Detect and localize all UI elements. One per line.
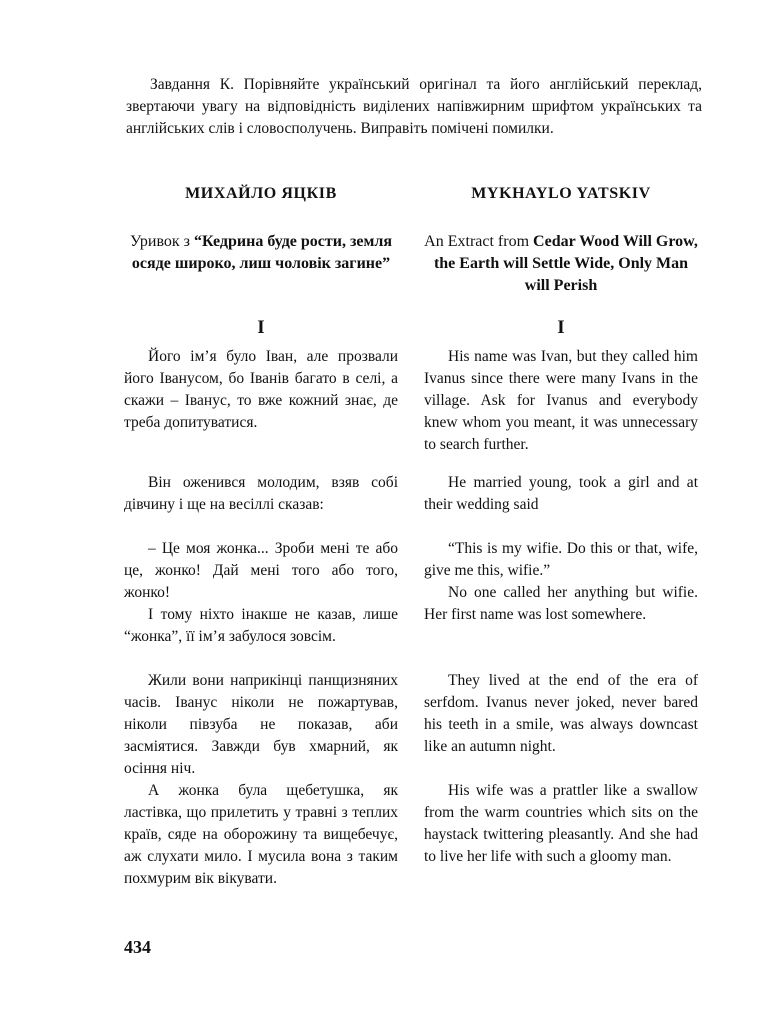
- title-bold: Cedar Wood Will Grow, the Earth will Settle Wide, Only Man will Perish: [433, 233, 698, 294]
- author-english: MYKHAYLO YATSKIV: [471, 185, 651, 202]
- paragraph-ukrainian-1: Його ім’я було Іван, але прозвали його Іванусом, бо Іванів багато в селі, а скажи – Іванус, то вже кожний знає, де треба допитуватися.: [124, 348, 398, 431]
- paragraph-english-6: His wife was a prattler like a swallow from the warm countries which sits on the haystack twittering pleasantly. And she had to live her life with such a gloomy man.: [424, 782, 698, 865]
- excerpt-title-english: [424, 231, 698, 297]
- paragraph-ukrainian-2: Він оженився молодим, взяв собі дівчину і ще на весіллі сказав:: [124, 474, 398, 513]
- paragraph-english-5: They lived at the end of the era of serfdom. Ivanus never joked, never bared his teeth in a smile, was always downcast like an autumn night.: [424, 672, 698, 755]
- title-prefix: An Extract from: [424, 233, 534, 250]
- paragraph-ukrainian-5: Жили вони наприкінці панщизняних часів. Іванус ніколи не пожартував, ніколи півзуба не показав, аби засміятися. Завжди був хмарний, як осіння ніч.: [124, 672, 398, 777]
- section-number: I: [257, 317, 265, 338]
- paragraph-english-4: No one called her anything but wifie. Her first name was lost somewhere.: [424, 584, 698, 623]
- paragraph-ukrainian-3: – Це моя жонка... Зроби мені те або це, жонко! Дай мені того або того, жонко!: [124, 540, 398, 601]
- paragraph-english-1: His name was Ivan, but they called him Ivanus since there were many Ivans in the village. Ask for Ivanus and everybody knew whom you meant, it was unnecessary to search further.: [424, 348, 698, 453]
- section-number: I: [557, 317, 565, 338]
- excerpt-title-ukrainian: [124, 231, 398, 275]
- task-instruction: Завдання К. Порівняйте український оригінал та його англійський переклад, звертаючи увагу на відповідність виділених напівжирним шрифтом українських та англійських слів і словосполучень. Виправіть помічені помилки.: [126, 76, 702, 137]
- paragraph-ukrainian-4: І тому ніхто інакше не казав, лише “жонка”, її ім’я забулося зовсім.: [124, 606, 398, 645]
- title-bold: “Кедрина буде рости, земля осяде широко, лиш чоловік загине”: [131, 233, 393, 272]
- paragraph-english-3: “This is my wifie. Do this or that, wife, give me this, wifie.”: [424, 540, 698, 579]
- title-prefix: Уривок з: [129, 233, 194, 250]
- author-ukrainian: МИХАЙЛО ЯЦКІВ: [185, 185, 337, 202]
- page-number: 434: [124, 937, 151, 957]
- paragraph-ukrainian-6: А жонка була щебетушка, як ластівка, що прилетить у травні з теплих країв, сяде на оборожину та вищебечує, аж слухати мило. І мусила вона з таким похмурим вік вікувати.: [124, 782, 398, 887]
- paragraph-english-2: He married young, took a girl and at their wedding said: [424, 474, 698, 513]
